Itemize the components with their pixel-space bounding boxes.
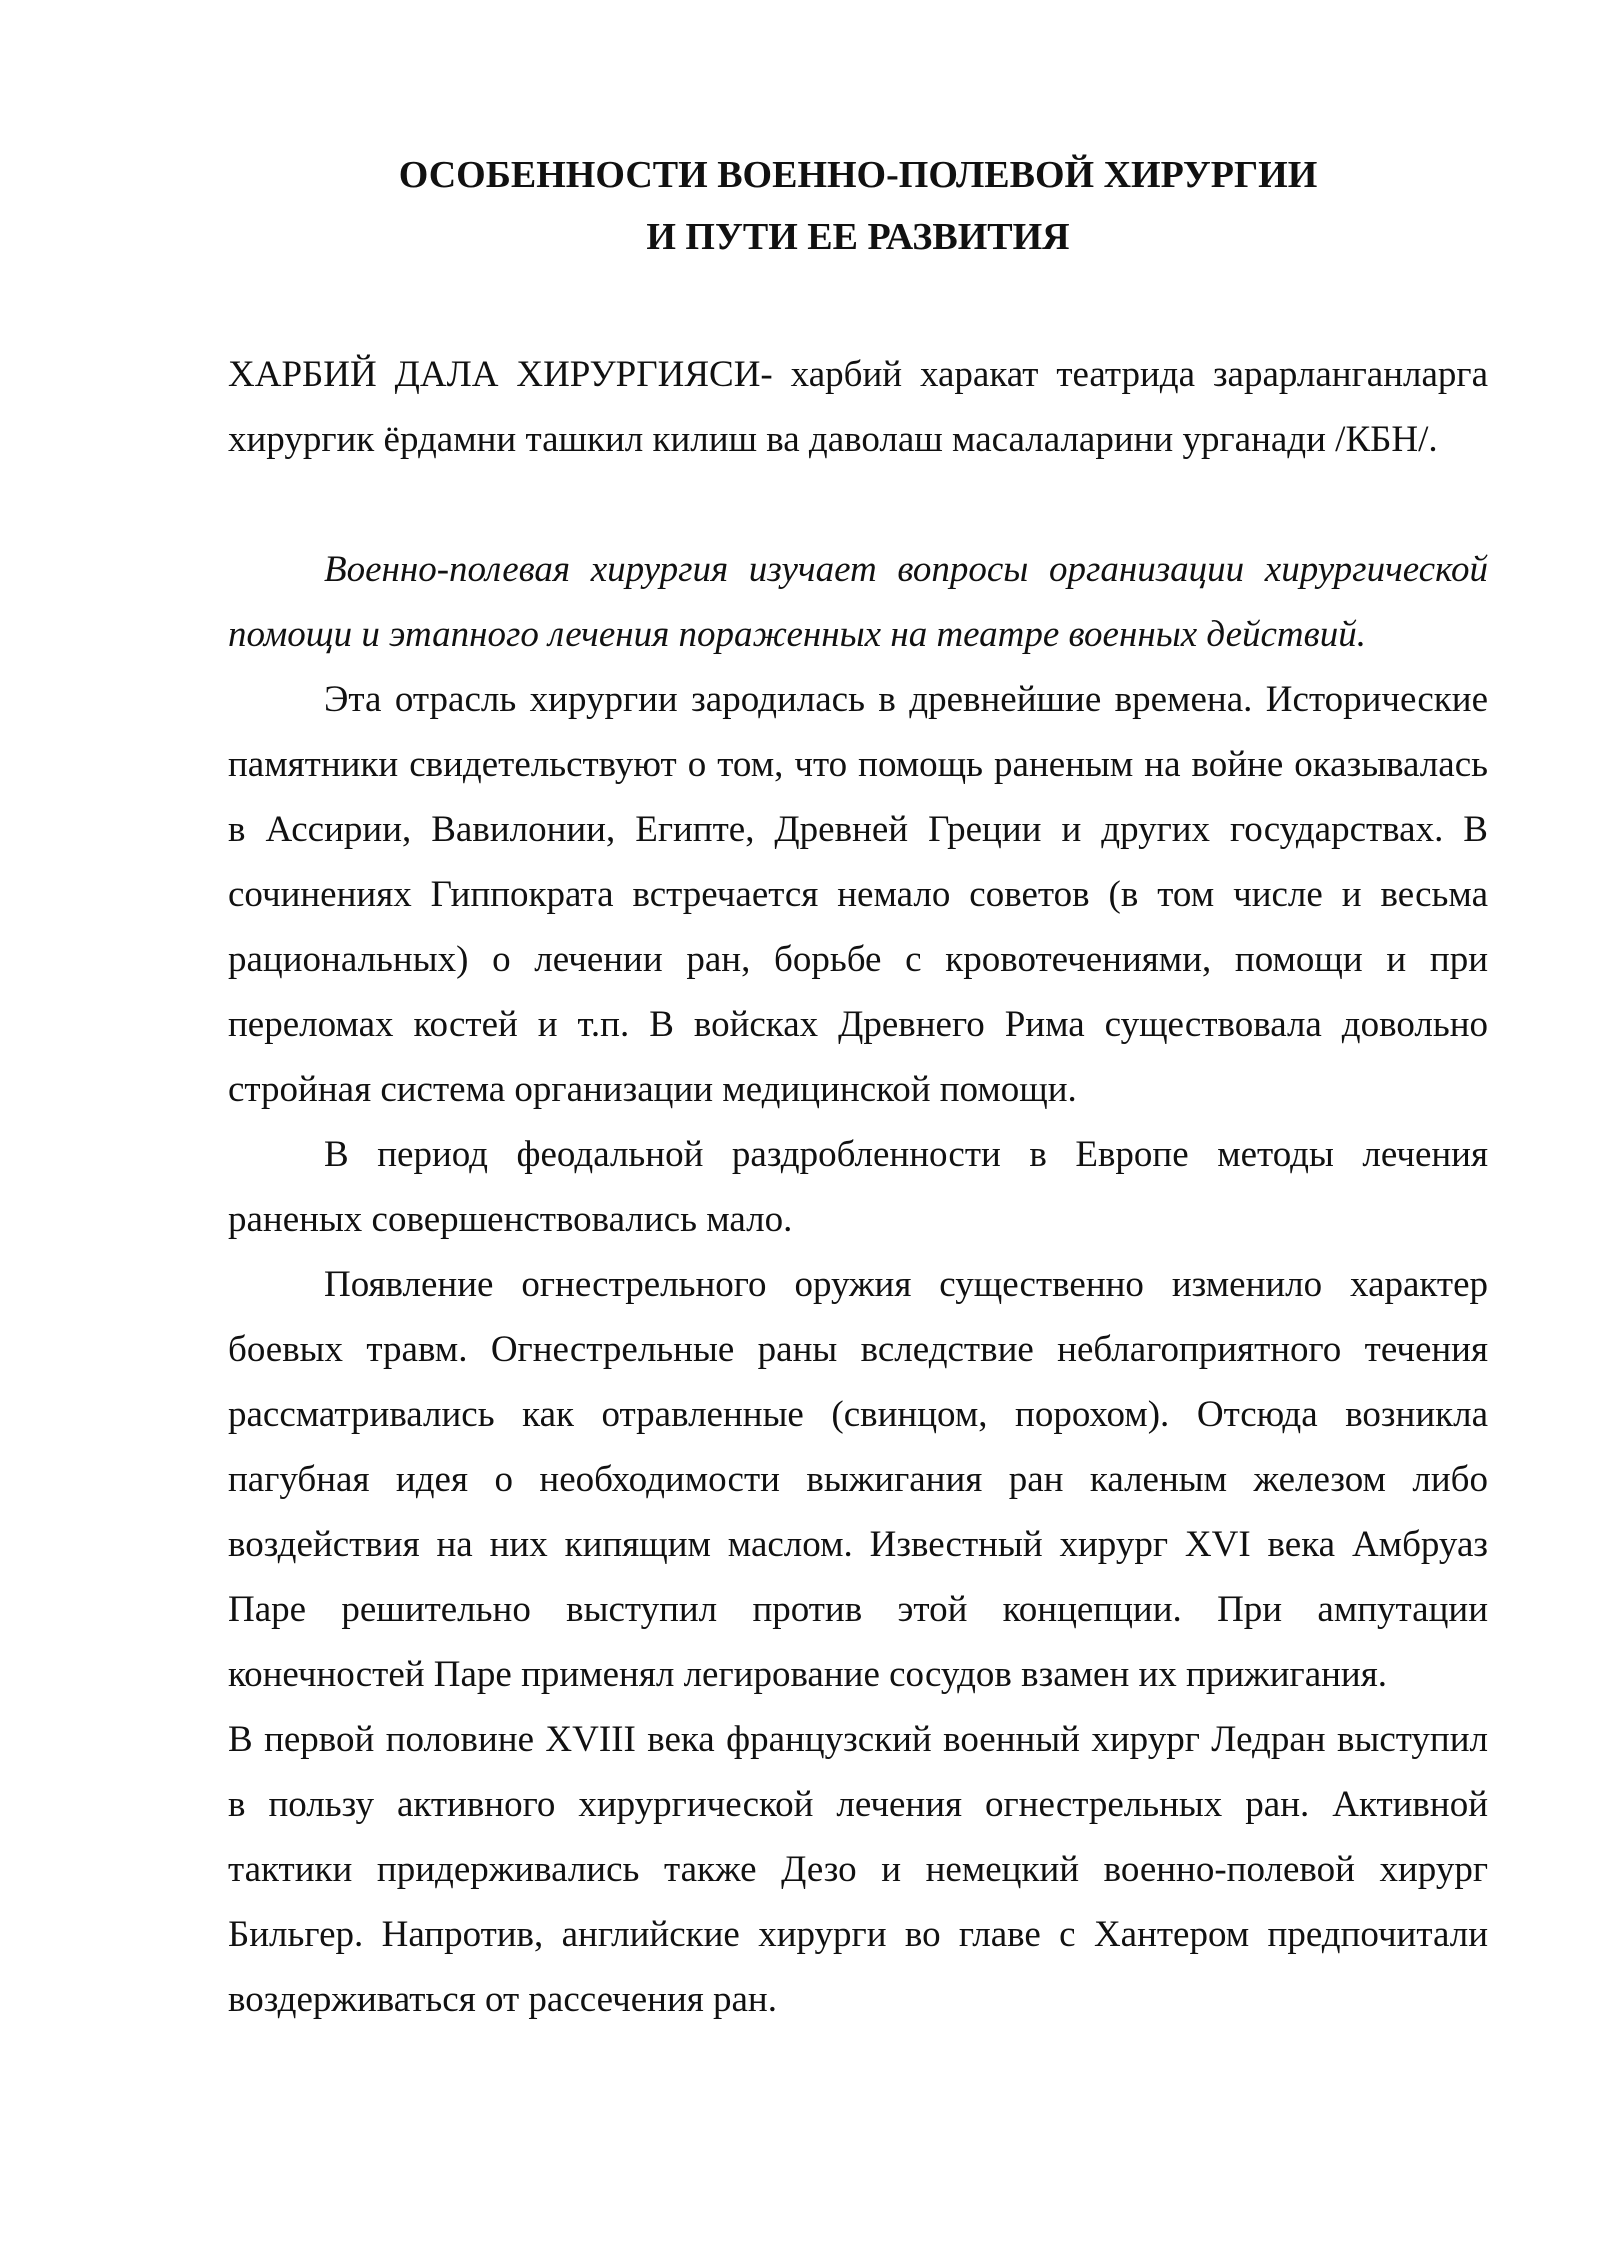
document-body — [228, 342, 1488, 2032]
paragraph-eighteenth-century: В первой половине XVIII века французский военный хирург Ледран выступил в пользу активного хирургической лечения огнестрельных ран. Активной тактики придерживались также Дезо и немецкий военно-полевой хирург Бильгер. Напротив, английские хирурги во главе с Хантером предпочитали воздерживаться от рассечения ран. — [228, 1719, 1488, 2020]
paragraph-firearms: Появление огнестрельного оружия существенно изменило характер боевых травм. Огнестрельные раны вследствие неблагоприятного течения рассматривались как отравленные (свинцом, порохом). Отсюда возникла пагубная идея о необходимости выжигания ран каленым железом либо воздействия на них кипящим маслом. Известный хирург XVI века Амбруаз Паре решительно выступил против этой концепции. При ампутации конечностей Паре применял легирование сосудов взамен их прижигания. — [228, 1264, 1488, 1695]
paragraph-feudal-period: В период феодальной раздробленности в Европе методы лечения раненых совершенствовались мало. — [228, 1134, 1488, 1240]
document-title-line-1: ОСОБЕННОСТИ ВОЕННО-ПОЛЕВОЙ ХИРУРГИИ — [398, 154, 1318, 196]
paragraph-intro-italic: Военно-полевая хирургия изучает вопросы организации хирургической помощи и этапного лечения пораженных на театре военных действий. — [228, 549, 1488, 655]
paragraph-definition: ХАРБИЙ ДАЛА ХИРУРГИЯСИ- харбий харакат театрида зарарланганларга хирургик ёрдамни ташкил килиш ва даволаш масалаларини урганади /КБН/. — [228, 354, 1488, 460]
document-title-line-2: И ПУТИ ЕЕ РАЗВИТИЯ — [646, 216, 1070, 258]
paragraph-history-ancient: Эта отрасль хирургии зародилась в древнейшие времена. Исторические памятники свидетельствуют о том, что помощь раненым на войне оказывалась в Ассирии, Вавилонии, Египте, Древней Греции и других государствах. В сочинениях Гиппократа встречается немало советов (в том числе и весьма рациональных) о лечении ран, борьбе с кровотечениями, помощи и при переломах костей и т.п. В войсках Древнего Рима существовала довольно стройная система организации медицинской помощи. — [228, 679, 1488, 1110]
